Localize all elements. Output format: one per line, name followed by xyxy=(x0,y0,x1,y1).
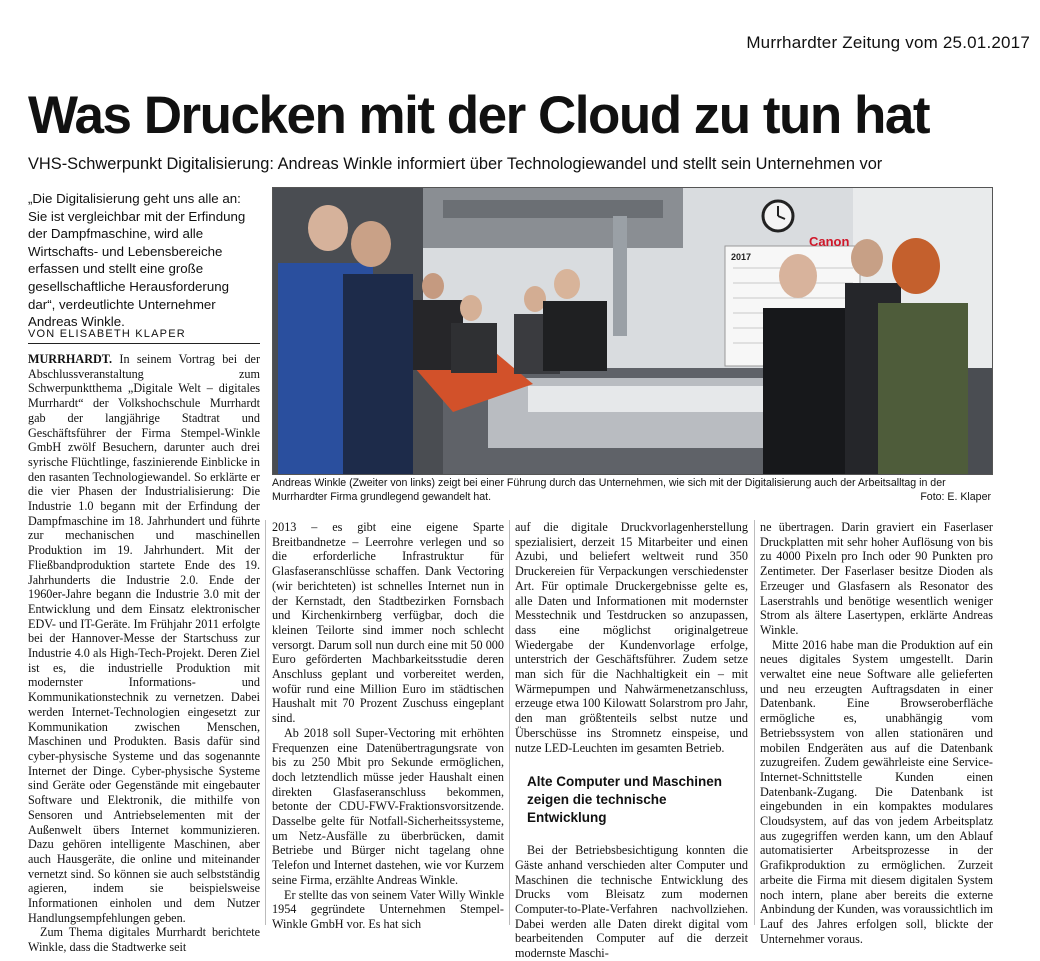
article-headline: Was Drucken mit der Cloud zu tun hat xyxy=(28,86,930,145)
calendar-year: 2017 xyxy=(731,252,752,262)
article-paragraph: Bei der Betriebsbesichtigung konnten die Gäste anhand verschieden alter Computer und Maschinen die technische Entwicklung des Drucks vom Bleisatz zum modernen Computer-to-Plate-Verfahren nachvollziehen. Dabei werden alle Daten direkt digital vom bearbeitenden Computer auf die derzeit modernste Maschi- xyxy=(515,843,748,961)
newspaper-masthead: Murrhardter Zeitung vom 25.01.2017 xyxy=(746,33,1030,52)
article-subheadline: VHS-Schwerpunkt Digitalisierung: Andreas Winkle informiert über Technologiewandel und stellt sein Unternehmen vor xyxy=(28,155,883,173)
article-photo xyxy=(272,187,993,475)
photo-credit: Foto: E. Klaper xyxy=(920,491,991,503)
photo-caption xyxy=(272,476,991,504)
column-divider xyxy=(754,520,755,925)
article-byline: VON ELISABETH KLAPER xyxy=(28,328,260,344)
article-paragraph: auf die digitale Druckvorlagenherstellung spezialisiert, derzeit 15 Mitarbeiter und einen Azubi, und beliefert weltweit rund 350 Druckereien für Verpackungen verschiedenster Art. Für optimale Druckergebnisse gelte es, alle Daten und Informationen mit modernster Messtechnik und Testdrucken so anzupassen, dass eine möglichst originalgetreue Wiedergabe der Kundenvorlage erfolge, unterstrich der Geschäftsführer. Zudem setze man sich für die Nachhaltigkeit ein – mit Wärmepumpen und Nahwärmenetzanschluss, erzeuge etwa 100 Kilowatt Solarstrom pro Jahr, den man größtenteils selbst nutze und Überschüsse ins Stromnetz einspeise, und nutze LED-Leuchten im gesamten Betrieb. xyxy=(515,520,748,755)
caption-text: Andreas Winkle (Zweiter von links) zeigt bei einer Führung durch das Unternehmen, wie sich mit der Digitalisierung auch der Arbeitsalltag in der Murrhardter Firma grundlegend gewandelt hat. xyxy=(272,477,946,503)
paragraph-text: In seinem Vortrag bei der Abschlussveranstaltung zum Schwerpunktthema „Digitale Welt – digitales Murrhardt“ der Volkshochschule Murrhardt gab der langjährige Stadtrat und Geschäftsführer der Firma Stempel-Winkle GmbH zwölf Besuchern, darunter auch drei syrische Flüchtlinge, faszinierende Einblicke in den rasanten Technologiewandel. So erklärte er die vier Phasen der Industrialisierung: Die Industrie 1.0 begann mit der Erfindung der Dampfmaschine im 18. Jahrhundert und führte zur mechanischen und maschinellen Produktion im 19. Jahrhundert. Mit der Fließbandproduktion startete Ende des 19. Jahrhunderts die Industrie 2.0. Ende der 1960er-Jahre begann die Industrie 3.0 mit der Entwicklung und dem Einsatz elektronischer EDV- und IT-Geräte. Im Frühjahr 2011 erfolgte bei der Hannover-Messe der Startschuss zur Industrie 4.0 als High-Tech-Projekt. Deren Ziel ist es, die industrielle Produktion mit modernster Informations- und Kommunikationstechnik zu vernetzen. Dabei werden Internet-Technologien eingesetzt zur Kommunikation zwischen Menschen, Maschinen und Produkten. Basis dafür sind cyber-physische Systeme und das sogenannte Internet der Dinge. Cyber-physische Systeme sind Geräte oder Gegenstände mit eingebauter Software und Elektronik, die mithilfe von Sensoren und Antriebselementen mit der Außenwelt übers Internet kommunizieren. Dazu gehören intelligente Maschinen, aber auch Hausgeräte, die online und miteinander vernetzt sind. So können sie auch selbstständig agieren, indem sie beispielsweise Informationen einholen und dem Nutzer Handlungsempfehlungen geben. xyxy=(28,352,261,925)
article-paragraph: Mitte 2016 habe man die Produktion auf ein neues digitales System umgestellt. Darin verwaltet eine neue Software alle gelieferten und neu erzeugten Auftragsdaten in einer Datenbank. Eine Browseroberfläche ermögliche es, unabhängig vom Betriebssystem von allen stationären und mobilen Endgeräten aus auf die Datenbank zuzugreifen. Zudem gewährleiste eine Service-Internet-Schnittstelle Kunden einen Datenbank-Zugang. Die Datenbank ist eingebunden in ein kompaktes modulares Cloudsystem, auf das von jedem Arbeitsplatz aus zugegriffen werden kann, um den Ablauf automatisierter Arbeitsprozesse in der Grafikproduktion zu ermöglichen. Zurzeit arbeite die Firma mit diesem digitalen System noch intern, plane aber bereits die externe Anbindung der Kunden, was voraussichtlich im Lauf des Jahres erfolgen soll, blickte der Unternehmer voraus. xyxy=(760,637,993,946)
column-divider xyxy=(265,520,266,925)
column-divider xyxy=(509,520,510,925)
article-paragraph: Ab 2018 soll Super-Vectoring mit erhöhten Frequenzen eine Datenübertragungsrate von bis zu 250 Mbit pro Sekunde ermöglichen, doch letztendlich müsse jeder Haushalt einen direkten Glasfaseranschluss bekommen, betonte der CDU-FWV-Fraktionsvorsitzende. Dasselbe gelte für Notfall-Sicherheitssysteme, um Netz-Ausfälle zu überbrücken, damit Betriebe und Bürger nicht tagelang ohne Telefon und Internet dastehen, wie vor Kurzem seine Firma, erzählte Andreas Winkle. xyxy=(272,725,504,887)
article-column-4 xyxy=(760,520,993,946)
photo-illustration xyxy=(273,188,992,474)
section-subheadline: Alte Computer und Maschinen zeigen die technische Entwicklung xyxy=(527,774,723,826)
article-paragraph xyxy=(28,352,260,925)
article-lead: „Die Digitalisierung geht uns alle an: Sie ist vergleichbar mit der Erfindung der Dampfmaschine, wird alle Wirtschafts- und Lebensbereiche erfassen und stellt eine große gesellschaftliche Herausforderung dar“, verdeutlichte Unternehmer Andreas Winkle. xyxy=(28,191,246,330)
article-column-2 xyxy=(272,520,504,931)
article-paragraph: 2013 – es gibt eine eigene Sparte Breitbandnetze – Leerrohre verlegen und so die erforderliche Infrastruktur für Glasfaseranschlüsse schaffen. Dank Vectoring (wir berichteten) ist schnelles Internet nun in der Kernstadt, den Stadtbezirken Fornsbach und Kirchenkirnberg verfügbar, doch die kleinen Teilorte sind immer noch schlecht versorgt. Darum soll nun durch eine mit 50 000 Euro geförderten Machbarkeitsstudie deren Anschluss geplant und vorbereitet werden, wofür rund eine Million Euro im städtischen Haushalt mit 70 Prozent Zuschuss eingeplant sind. xyxy=(272,520,504,726)
article-paragraph: ne übertragen. Darin graviert ein Faserlaser Druckplatten mit sehr hoher Auflösung von bis zu 4000 Pixeln pro Inch oder 90 Punkten pro Zentimeter. Der Faserlaser besitze Dioden als Erzeuger und Glasfasern als Resonator des Laserstrahls und benötige wesentlich weniger Strom als ältere Lasertypen, erklärte Andreas Winkle. xyxy=(760,520,993,637)
article-column-3 xyxy=(515,520,748,961)
article-paragraph: Zum Thema digitales Murrhardt berichtete Winkle, dass die Stadtwerke seit xyxy=(28,925,260,955)
article-dateline: MURRHARDT. xyxy=(28,352,113,366)
article-paragraph: Er stellte das von seinem Vater Willy Winkle 1954 gegründete Unternehmen Stempel-Winkle GmbH vor. Es hat sich xyxy=(272,887,504,931)
article-column-1 xyxy=(28,352,261,955)
canon-poster-text: Canon xyxy=(809,234,850,249)
